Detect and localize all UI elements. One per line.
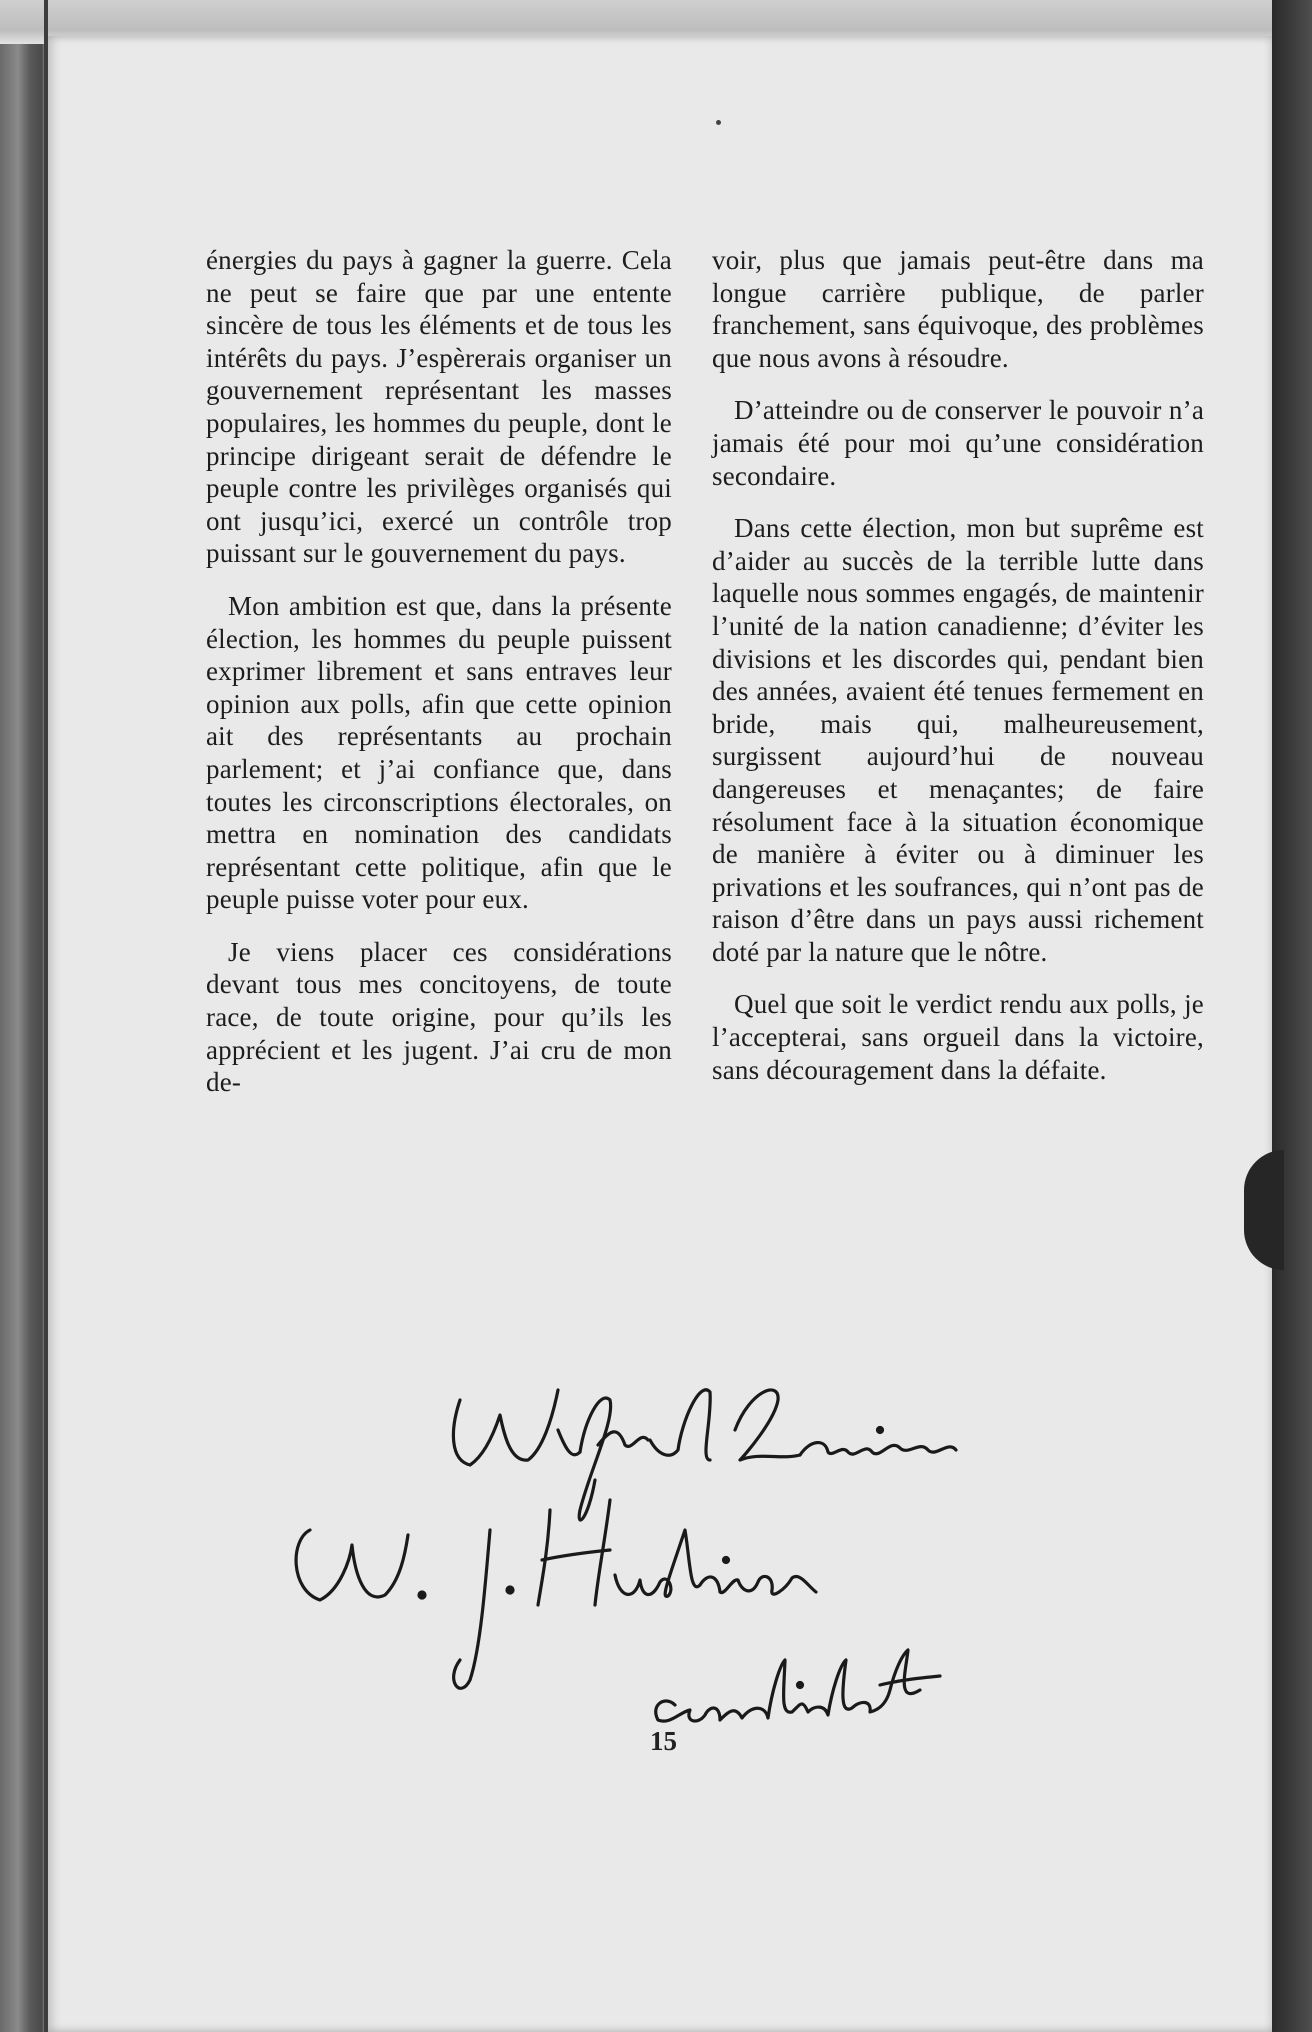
paragraph: voir, plus que jamais peut-être dans ma longue carrière publique, de parler franchement, sans équivoque, des problèmes que nous avons à résoudre.: [712, 245, 1204, 373]
paragraph: énergies du pays à gagner la guerre. Cela ne peut se faire que par une entente sincère de tous les éléments et de tous les intérêts du pays. J’espèrerais organiser un gouvernement représentant les masses populaires, les hommes du peuple, dont le principe dirigeant serait de défendre le peuple contre les privilèges organisés qui ont jusqu’ici, exercé un contrôle trop puissant sur le gouvernement du pays.: [206, 245, 672, 569]
page-notch: [1244, 1150, 1284, 1270]
right-edge: [1272, 0, 1312, 2032]
binding-edge: [44, 0, 48, 2032]
paragraph: Dans cette élection, mon but suprême est d’aider au succès de la terrible lutte dans laquelle nous sommes engagés, de maintenir l’unité de la nation canadienne; d’éviter les divisions et les discordes qui, pendant bien des années, avaient été tenues fermement en bride, mais qui, malheureusement, surgissent aujourd’hui de nouveau dangereuses et menaçantes; de faire résolument face à la situation économique de manière à éviter ou à diminuer les privations et les soufrances, qui n’ont pas de raison d’être dans un pays aussi richement doté par la nature que le nôtre.: [712, 513, 1204, 967]
handwritten-signatures: [280, 1360, 1160, 1780]
signature-laurier: [453, 1390, 956, 1520]
text-column-right: [712, 244, 1204, 1106]
paragraph: D’atteindre ou de conserver le pouvoir n’a jamais été pour moi qu’une considération secondaire.: [712, 395, 1204, 491]
paragraph: Quel que soit le verdict rendu aux polls, je l’accepterai, sans orgueil dans la victoire, sans découragement dans la défaite.: [712, 989, 1204, 1085]
paragraph: Je viens placer ces considérations devant tous mes concitoyens, de toute race, de toute origine, pour qu’ils les apprécient et les jugent. J’ai cru de mon de-: [206, 936, 672, 1098]
signature-hushion: [296, 1500, 816, 1688]
paragraph: Mon ambition est que, dans la présente élection, les hommes du peuple puissent exprimer librement et sans entraves leur opinion aux polls, afin que cette opinion ait des représentants au prochain parlement; et j’ai confiance que, dans toutes les circonscriptions électorales, on mettra en nomination des candidats représentant cette politique, afin que le peuple puisse voter pour eux.: [206, 590, 672, 915]
dust-speck: [716, 120, 721, 125]
page-number: 15: [650, 1726, 677, 1756]
signature-candidat: [656, 1650, 940, 1721]
text-column-left: [206, 244, 672, 1119]
